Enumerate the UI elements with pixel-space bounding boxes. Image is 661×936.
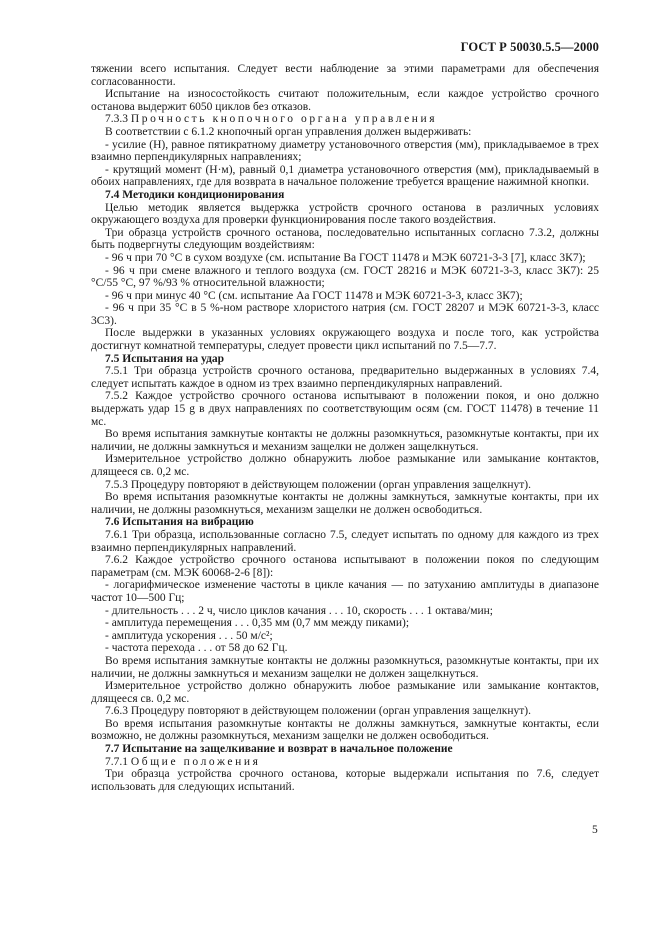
- paragraph: В соответствии с 6.1.2 кнопочный орган управления должен выдерживать:: [105, 125, 472, 138]
- paragraph: - амплитуда ускорения . . . 50 м/с²;: [105, 629, 273, 642]
- subsection-title: Прочность кнопочного органа управления: [130, 113, 438, 126]
- section-heading: 7.7 Испытание на защелкивание и возврат в начальное положение: [105, 743, 453, 756]
- paragraph: 7.6.2 Каждое устройство срочного останова испытывают в положении покоя по следующим параметрам (см. МЭК 60068-2-6 [8]):: [91, 554, 599, 579]
- paragraph: 7.6.1 Три образца, использованные согласно 7.5, следует испытать по одному для каждого из трех взаимно перпендикулярных направлений.: [91, 528, 599, 554]
- paragraph: Измерительное устройство должно обнаружить любое размыкание или замыкание контактов, длящееся св. 0,2 мс.: [91, 453, 599, 478]
- paragraph: 7.5.1 Три образца устройств срочного останова, предварительно выдержанных в условиях 7.4, следует испытать каждое в одном из трех взаимно перпендикулярных направлений.: [91, 365, 599, 390]
- paragraph: - крутящий момент (Н·м), равный 0,1 диаметра установочного отверстия (мм), прикладываемый в обоих направлениях, где для возврата в начальное положение требуется вращение нажимной кнопки.: [91, 163, 599, 189]
- paragraph: Во время испытания разомкнутые контакты не должны замкнуться, замкнутые контакты, если возможно, не должны разомкнуться, механизм защелки не должен освободиться.: [91, 717, 599, 743]
- section-heading: 7.6 Испытания на вибрацию: [105, 516, 254, 529]
- paragraph: Испытание на износостойкость считают положительным, если каждое устройство срочного останова выдержит 6050 циклов без отказов.: [91, 88, 599, 113]
- paragraph: - длительность . . . 2 ч, число циклов качания . . . 10, скорость . . . 1 октава/мин;: [105, 604, 494, 617]
- section-heading: 7.4 Методики кондиционирования: [105, 188, 285, 201]
- document-header: ГОСТ Р 50030.5.5—2000: [460, 40, 599, 54]
- paragraph: 7.5.2 Каждое устройство срочного останова испытывают в положении покоя, и оно должно выдержать удар 15 g в двух направлениях по соответствующим осям (см. ГОСТ 11478) в течение 11 мс.: [91, 390, 599, 428]
- paragraph: После выдержки в указанных условиях окружающего воздуха и после того, как устройства достигнут комнатной температуры, следует провести цикл испытаний по 7.5—7.7.: [91, 327, 599, 353]
- subsection-heading: [91, 113, 599, 126]
- paragraph: 7.5.3 Процедуру повторяют в действующем положении (орган управления защелкнут).: [105, 478, 531, 491]
- paragraph: - 96 ч при 35 °С в 5 %-ном растворе хлористого натрия (см. ГОСТ 28207 и МЭК 60721-3-3, класс 3С3).: [91, 302, 599, 327]
- subsection-title: Общие положения: [130, 755, 261, 768]
- paragraph: Три образца устройств срочного останова, последовательно испытанных согласно 7.3.2, должны быть подвергнуты следующим воздействиям:: [91, 226, 599, 252]
- subsection-number: 7.3.3: [105, 113, 128, 126]
- paragraph: Три образца устройства срочного останова, которые выдержали испытания по 7.6, следует использовать для следующих испытаний.: [91, 768, 599, 793]
- paragraph: Во время испытания замкнутые контакты не должны разомкнуться, разомкнутые контакты, при их наличии, не должны замкнуться и механизм защелки не должен защелкнуться.: [91, 428, 599, 453]
- paragraph: - частота перехода . . . от 58 до 62 Гц.: [105, 642, 288, 655]
- paragraph: - 96 ч при 70 °С в сухом воздухе (см. испытание Ва ГОСТ 11478 и МЭК 60721-3-3 [7], класс 3К7);: [105, 251, 586, 264]
- subsection-heading: [91, 756, 599, 769]
- paragraph: - логарифмическое изменение частоты в цикле качания — по затуханию амплитуды в диапазоне частот 10—500 Гц;: [91, 579, 599, 604]
- paragraph: - 96 ч при минус 40 °С (см. испытание Аа ГОСТ 11478 и МЭК 60721-3-3, класс 3К7);: [105, 289, 523, 302]
- section-heading: 7.5 Испытания на удар: [105, 352, 225, 365]
- subsection-number: 7.7.1: [105, 755, 128, 768]
- paragraph: Во время испытания разомкнутые контакты не должны замкнуться, замкнутые контакты, при их наличии, не должны разомкнуться, механизм защелки не должен освободиться.: [91, 491, 599, 516]
- paragraph: тяжении всего испытания. Следует вести наблюдение за этими параметрами для обеспечения согласованности.: [91, 63, 599, 88]
- document-page: [91, 40, 599, 793]
- paragraph: - усилие (Н), равное пятикратному диаметру установочного отверстия (мм), прикладываемое в трех взаимно перпендикулярных направлениях;: [91, 138, 599, 164]
- page-number: 5: [592, 824, 598, 836]
- paragraph: - амплитуда перемещения . . . 0,35 мм (0,7 мм между пиками);: [105, 617, 410, 630]
- paragraph: - 96 ч при смене влажного и теплого воздуха (см. ГОСТ 28216 и МЭК 60721-3-3, класс 3К7): 25 °С/55 °С, 97 %/93 % относительной влажности;: [91, 264, 599, 290]
- paragraph: Во время испытания замкнутые контакты не должны разомкнуться, разомкнутые контакты, при их наличии, не должны замкнуться и механизм защелки не должен защелкнуться.: [91, 654, 599, 680]
- paragraph: Измерительное устройство должно обнаружить любое размыкание или замыкание контактов, длящееся св. 0,2 мс.: [91, 680, 599, 705]
- paragraph: Целью методик является выдержка устройств срочного останова в различных условиях окружающего воздуха для проверки функционирования после такого воздействия.: [91, 201, 599, 227]
- paragraph: 7.6.3 Процедуру повторяют в действующем положении (орган управления защелкнут).: [105, 705, 531, 718]
- document-body: [91, 63, 599, 793]
